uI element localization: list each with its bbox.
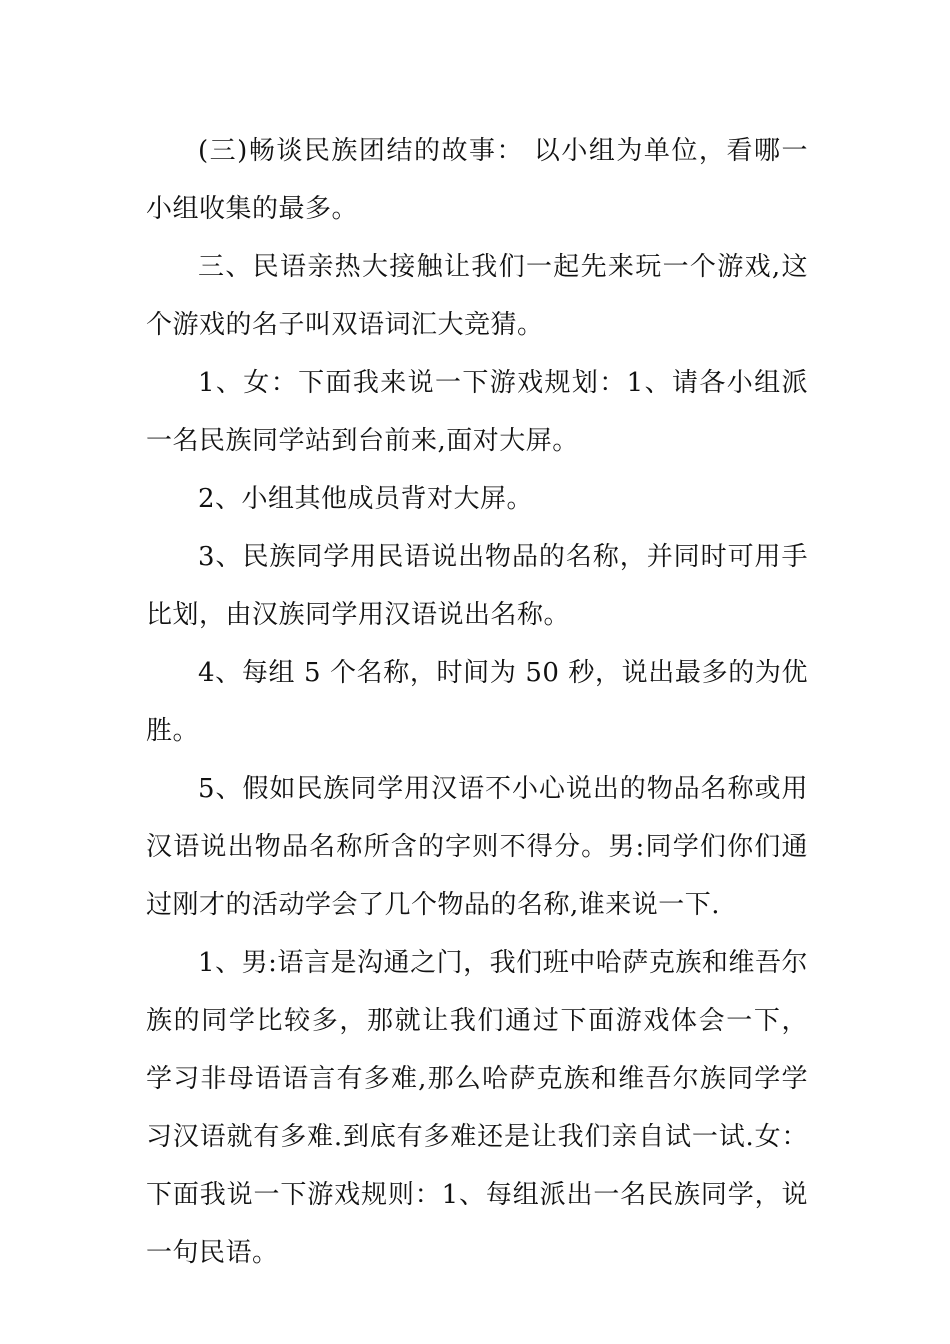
paragraph-rule-4: 4、每组 5 个名称，时间为 50 秒，说出最多的为优胜。 xyxy=(146,658,808,746)
paragraph-story-sharing: (三)畅谈民族团结的故事： 以小组为单位，看哪一小组收集的最多。 xyxy=(146,136,808,224)
paragraph-word-game-intro: 三、民语亲热大接触让我们一起先来玩一个游戏,这个游戏的名子叫双语词汇大竞猜。 xyxy=(146,252,808,340)
paragraph-rule-5: 5、假如民族同学用汉语不小心说出的物品名称或用汉语说出物品名称所含的字则不得分。男:同学们你们通过刚才的活动学会了几个物品的名称,谁来说一下. xyxy=(146,774,808,920)
paragraph-rule-3: 3、民族同学用民语说出物品的名称，并同时可用手比划，由汉族同学用汉语说出名称。 xyxy=(146,542,808,630)
paragraph-rule-1: 1、女：下面我来说一下游戏规划：1、请各小组派一名民族同学站到台前来,面对大屏。 xyxy=(146,368,808,456)
document-body xyxy=(146,122,808,1282)
paragraph-language-game: 1、男:语言是沟通之门，我们班中哈萨克族和维吾尔族的同学比较多，那就让我们通过下面游戏体会一下，学习非母语语言有多难,那么哈萨克族和维吾尔族同学学习汉语就有多难.到底有多难还是让我们亲自试一试.女：下面我说一下游戏规则：1、每组派出一名民族同学，说一句民语。 xyxy=(146,948,808,1268)
paragraph-rule-2: 2、小组其他成员背对大屏。 xyxy=(198,484,534,514)
